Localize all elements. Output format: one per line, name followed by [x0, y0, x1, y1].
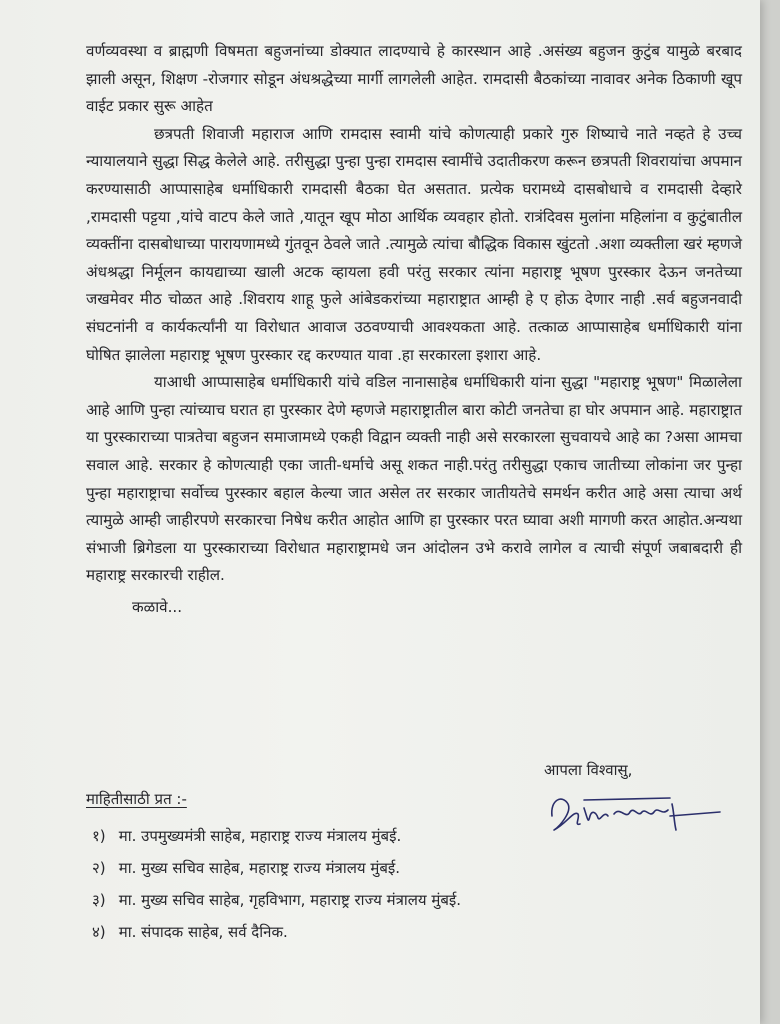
- sign-greeting: आपला विश्वासु,: [544, 761, 633, 779]
- copy-number: ४): [92, 923, 106, 941]
- closing-text: कळावे...: [132, 597, 183, 616]
- copy-recipient: मा. मुख्य सचिव साहेब, महाराष्ट्र राज्य मंत्रालय मुंबई.: [118, 859, 401, 877]
- copy-recipient: मा. मुख्य सचिव साहेब, गृहविभाग, महाराष्ट्र राज्य मंत्रालय मुंबई.: [118, 891, 462, 909]
- copy-number: २): [92, 859, 106, 877]
- copies-list: [86, 820, 606, 948]
- paragraph-1: वर्णव्यवस्था व ब्राह्मणी विषमता बहुजनांच्या डोक्यात लादण्याचे हे कारस्थान आहे .असंख्य बहुजन कुटुंब यामुळे बरबाद झाली असून, शिक्षण -रोजगार सोडून अंधश्रद्धेच्या मार्गी लागलेली आहेत. रामदासी बैठकांच्या नावावर अनेक ठिकाणी खूप वाईट प्रकार सुरू आहेत: [86, 42, 742, 116]
- list-item: [92, 916, 606, 948]
- letter-body: [86, 38, 742, 621]
- paragraph-3: याआधी आप्पासाहेब धर्माधिकारी यांचे वडिल नानासाहेब धर्माधिकारी यांना सुद्धा "महाराष्ट्र भूषण" मिळालेला आहे आणि पुन्हा त्यांच्याच घरात हा पुरस्कार देणे म्हणजे महाराष्ट्रातील बारा कोटी जनतेचा हा घोर अपमान आहे. महाराष्ट्रात या पुरस्काराच्या पात्रतेचा बहुजन समाजामध्ये एकही विद्वान व्यक्ती नाही असे सरकारला सुचवायचे आहे का ?असा आमचा सवाल आहे. सरकार हे कोणत्याही एका जाती-धर्माचे असू शकत नाही.परंतु तरीसुद्धा एकाच जातीच्या लोकांना जर पुन्हा पुन्हा महाराष्ट्राचा सर्वोच्च पुरस्कार बहाल केल्या जात असेल तर सरकार जातीयतेचे समर्थन करीत आहे असा त्याचा अर्थ त्यामुळे आम्ही जाहीरपणे सरकारचा निषेध करीत आहोत आणि हा पुरस्कार परत घ्यावा अशी मागणी करत आहोत.अन्यथा संभाजी ब्रिगेडला या पुरस्काराच्या विरोधात महाराष्ट्रामधे जन आंदोलन उभे करावे लागेल व त्याची संपूर्ण जबाबदारी ही महाराष्ट्र सरकारची राहील.: [86, 373, 742, 585]
- paragraph-2: छत्रपती शिवाजी महाराज आणि रामदास स्वामी यांचे कोणत्याही प्रकारे गुरु शिष्याचे नाते नव्हते हे उच्च न्यायालयाने सुद्धा सिद्ध केलेले आहे. तरीसुद्धा पुन्हा पुन्हा रामदास स्वामींचे उदातीकरण करून छत्रपती शिवरायांचा अपमान करण्यासाठी आप्पासाहेब धर्माधिकारी रामदासी बैठका घेत असतात. प्रत्येक घरामध्ये दासबोधाचे व रामदासी देव्हारे ,रामदासी पट्टया ,यांचे वाटप केले जाते ,यातून खूप मोठा आर्थिक व्यवहार होतो. रात्रंदिवस मुलांना महिलांना व कुटुंबातील व्यक्तींना दासबोधाच्या पारायणामध्ये गुंतवून ठेवले जाते .त्यामुळे त्यांचा बौद्धिक विकास खुंटतो .अशा व्यक्तीला खरं म्हणजे अंधश्रद्धा निर्मूलन कायद्याच्या खाली अटक व्हायला हवी परंतु सरकार त्यांना महाराष्ट्र भूषण पुरस्कार देऊन जनतेच्या जखमेवर मीठ चोळत आहे .शिवराय शाहू फुले आंबेडकरांच्या महाराष्ट्रात आम्ही हे ए होऊ देणार नाही .सर्व बहुजनवादी संघटनांनी व कार्यकर्त्यांनी या विरोधात आवाज उठवण्याची आवश्यकता आहे. तत्काळ आप्पासाहेब धर्माधिकारी यांना घोषित झालेला महाराष्ट्र भूषण पुरस्कार रद्द करण्यात यावा .हा सरकारला इशारा आहे.: [86, 124, 742, 364]
- copy-recipient: मा. संपादक साहेब, सर्व दैनिक.: [118, 923, 288, 941]
- copy-number: ३): [92, 891, 106, 909]
- list-item: [92, 852, 606, 884]
- copies-heading: माहितीसाठी प्रत :-: [86, 790, 187, 808]
- copy-recipient: मा. उपमुख्यमंत्री साहेब, महाराष्ट्र राज्य मंत्रालय मुंबई.: [118, 827, 402, 845]
- list-item: [92, 884, 606, 916]
- copies-section: [86, 786, 606, 948]
- copy-number: १): [92, 827, 106, 845]
- list-item: [92, 820, 606, 852]
